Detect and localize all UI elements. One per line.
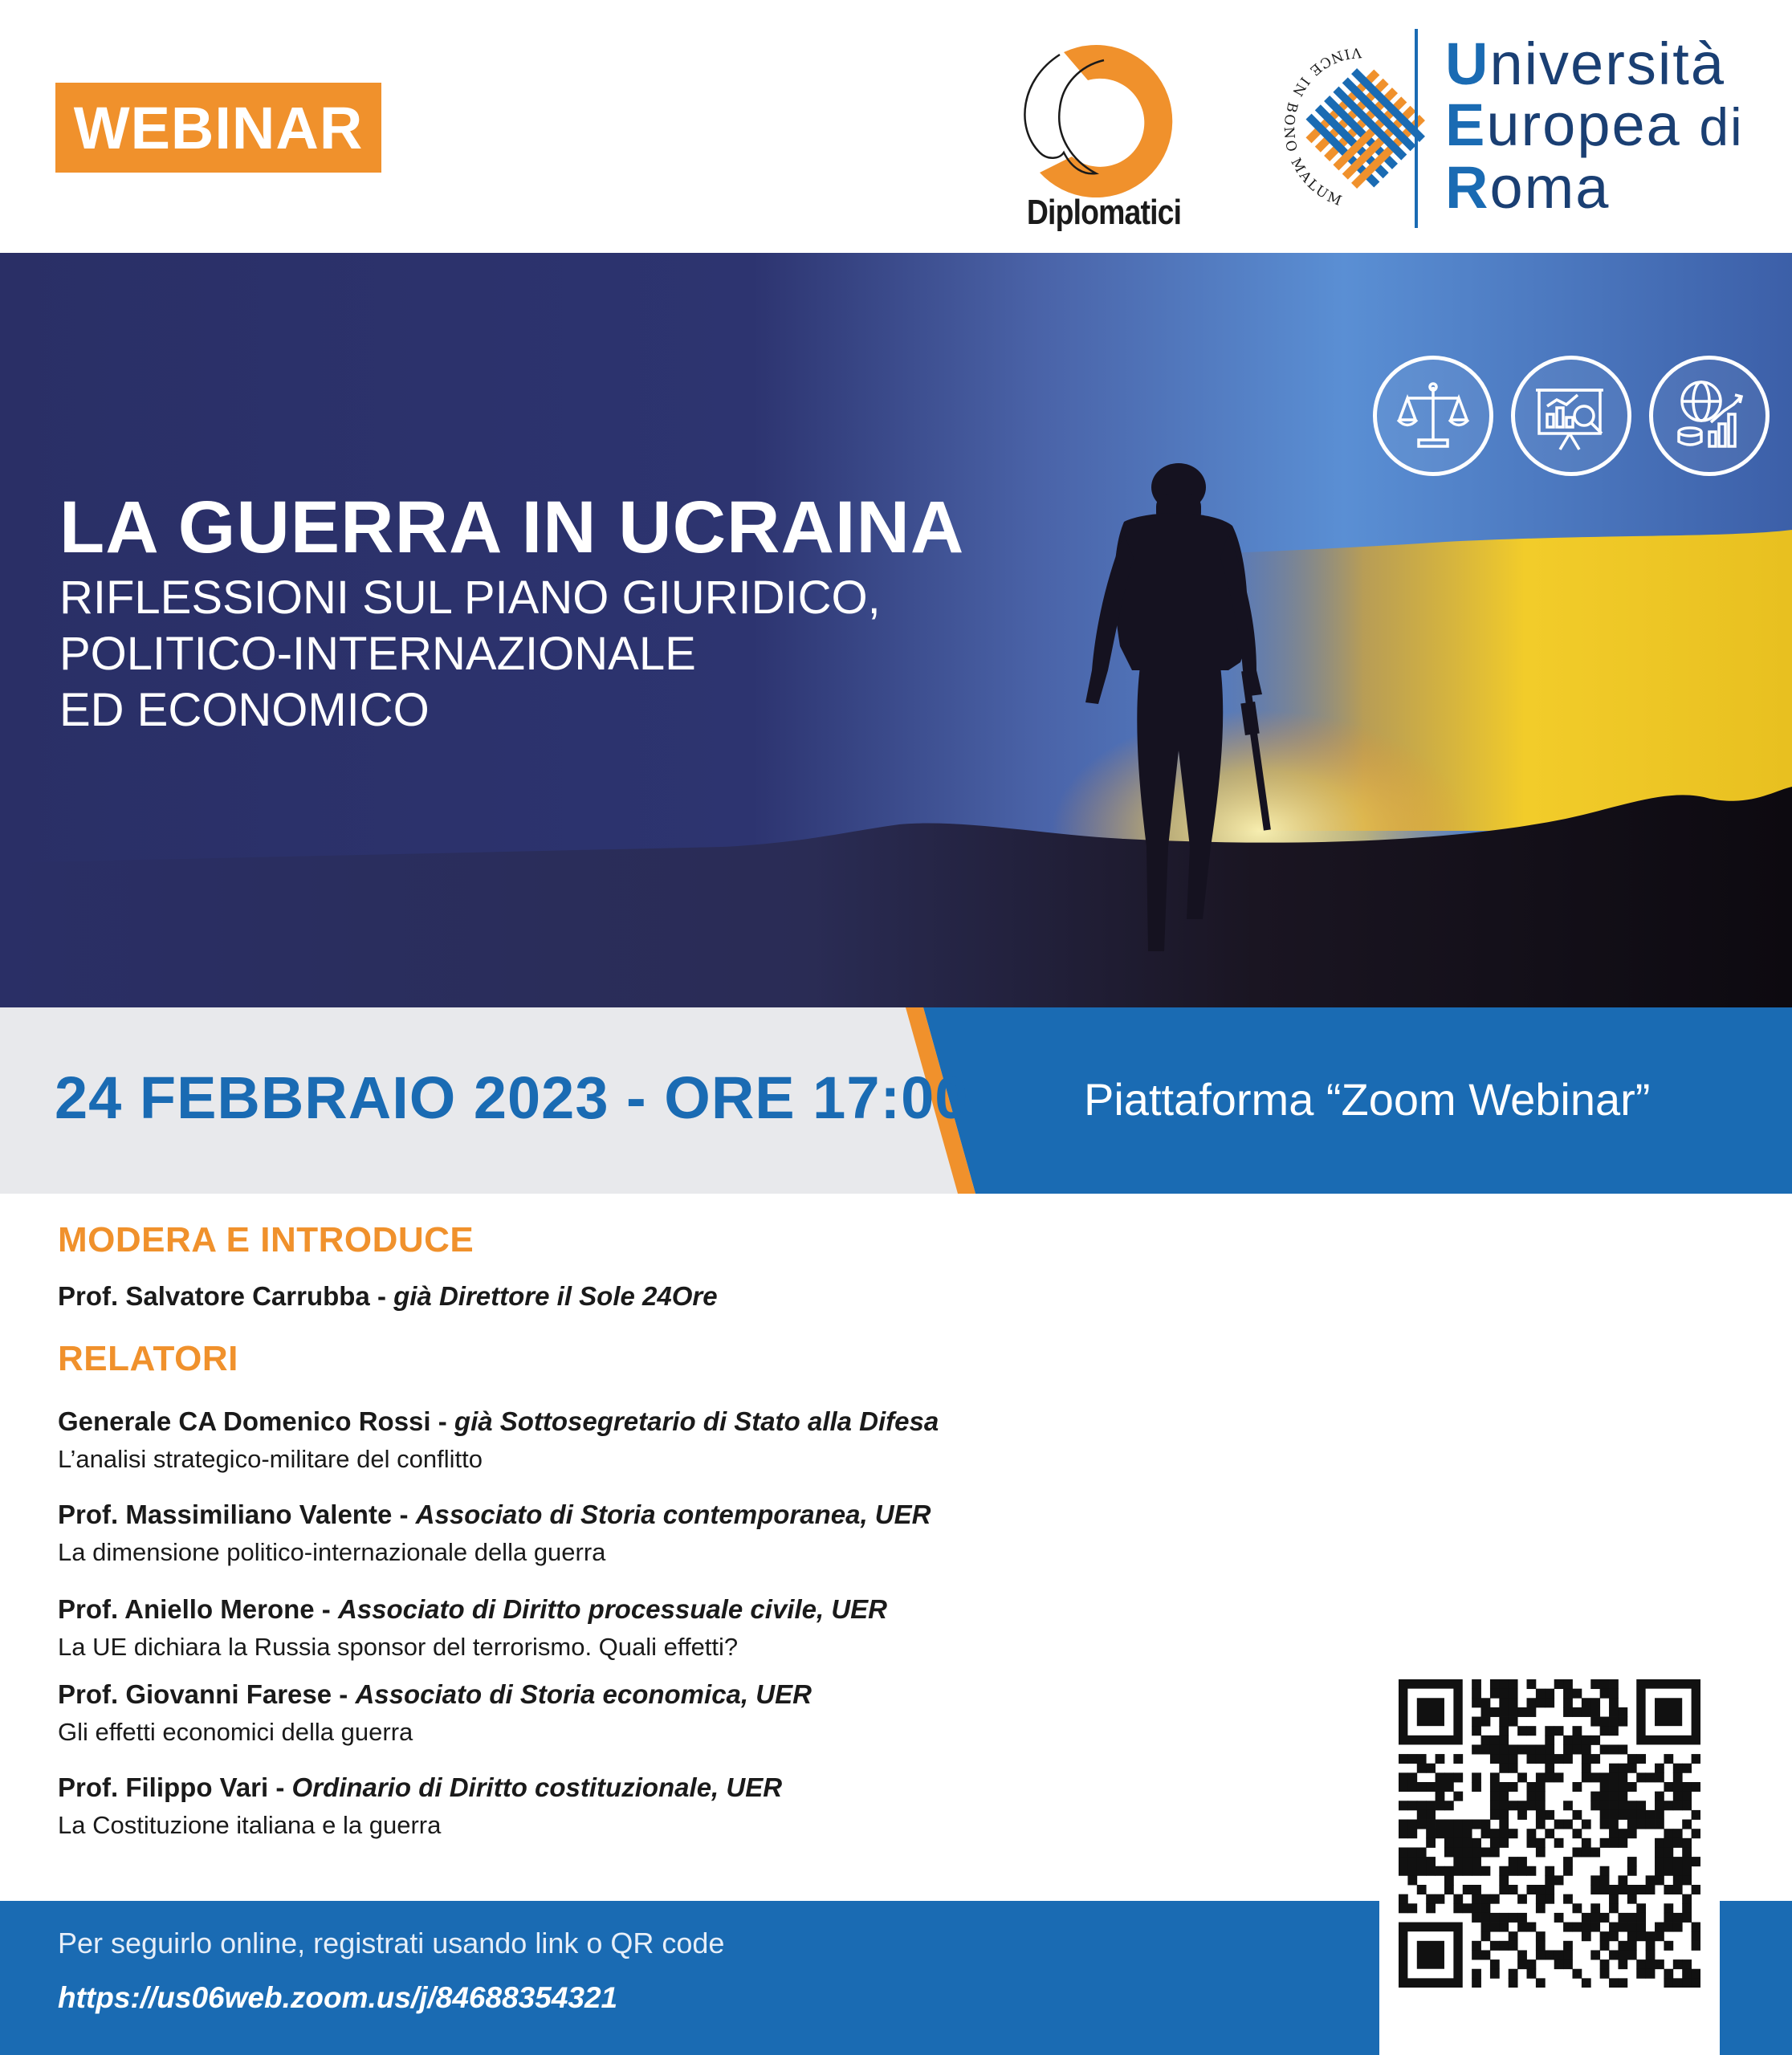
event-subtitle: RIFLESSIONI SUL PIANO GIURIDICO, POLITICO-INTERNAZIONALE ED ECONOMICO xyxy=(59,572,881,736)
speaker-entry: Prof. Giovanni Farese - Associato di Storia economica, UER Gli effetti economici della guerra xyxy=(58,1679,1262,1747)
moderator-entry: Prof. Salvatore Carrubba - già Direttore il Sole 24Ore xyxy=(58,1281,718,1311)
speaker-role: Associato di Storia economica, UER xyxy=(355,1679,812,1709)
speaker-topic: La Costituzione italiana e la guerra xyxy=(58,1811,442,1839)
speaker-entry: Prof. Aniello Merone - Associato di Diritto processuale civile, UER La UE dichiara la Russia sponsor del terrorismo. Quali effetti? xyxy=(58,1594,1262,1662)
footer-instructions: Per seguirlo online, registrati usando link o QR code xyxy=(58,1927,725,1959)
event-title: LA GUERRA IN UCRAINA xyxy=(59,486,965,568)
qr-code-pattern xyxy=(1399,1679,1700,1988)
speaker-entry: Generale CA Domenico Rossi - già Sottosegretario di Stato alla Difesa L’analisi strategico-militare del conflitto xyxy=(58,1406,1262,1474)
moderator-role: già Direttore il Sole 24Ore xyxy=(393,1281,718,1311)
speaker-name: Generale CA Domenico Rossi xyxy=(58,1406,431,1436)
uer-divider xyxy=(1415,29,1418,228)
moderator-heading: MODERA E INTRODUCE xyxy=(58,1220,474,1259)
speaker-topic: Gli effetti economici della guerra xyxy=(58,1718,413,1746)
speaker-name: Prof. Giovanni Farese xyxy=(58,1679,332,1709)
moderator-name: Prof. Salvatore Carrubba xyxy=(58,1281,370,1311)
speaker-role: Associato di Diritto processuale civile, UER xyxy=(337,1594,888,1624)
speaker-name: Prof. Massimiliano Valente xyxy=(58,1500,393,1529)
diplomatici-name: Diplomatici xyxy=(1026,193,1182,232)
qr-code[interactable] xyxy=(1379,1660,1720,2007)
balance-scale-icon xyxy=(1373,356,1493,476)
globe-growth-icon xyxy=(1649,356,1770,476)
event-date: 24 FEBBRAIO 2023 - ORE 17:00 xyxy=(55,1064,969,1131)
event-platform: Piattaforma “Zoom Webinar” xyxy=(1084,1074,1651,1125)
speaker-role: Ordinario di Diritto costituzionale, UER xyxy=(291,1772,783,1802)
speaker-topic: L’analisi strategico-militare del conflitto xyxy=(58,1445,483,1473)
speaker-name: Prof. Filippo Vari xyxy=(58,1772,269,1802)
speaker-topic: La UE dichiara la Russia sponsor del terrorismo. Quali effetti? xyxy=(58,1633,739,1661)
uer-seal-logo xyxy=(1273,24,1433,233)
speakers-heading: RELATORI xyxy=(58,1339,238,1378)
speaker-role: Associato di Storia contemporanea, UER xyxy=(415,1500,931,1529)
header xyxy=(0,0,1792,253)
uer-wordmark: Università Europea di Roma xyxy=(1445,31,1744,221)
hero-banner xyxy=(0,253,1792,1007)
svg-text:VINCE IN BONO MALUM: VINCE IN BONO MALUM xyxy=(1280,43,1362,210)
date-bar xyxy=(0,1007,1792,1194)
speaker-entry: Prof. Filippo Vari - Ordinario di Diritto costituzionale, UER La Costituzione italiana e la guerra xyxy=(58,1772,1262,1840)
webinar-badge: WEBINAR xyxy=(55,83,381,173)
speaker-topic: La dimensione politico-internazionale della guerra xyxy=(58,1538,606,1566)
registration-link[interactable]: https://us06web.zoom.us/j/84688354321 xyxy=(58,1981,618,2014)
speaker-entry: Prof. Massimiliano Valente - Associato di Storia contemporanea, UER La dimensione politico-internazionale della guerra xyxy=(58,1500,1262,1567)
footer-band-right xyxy=(1720,1901,1792,2055)
presentation-chart-icon xyxy=(1511,356,1631,476)
topic-icons xyxy=(1373,356,1774,476)
footer xyxy=(0,1901,1379,2055)
speaker-name: Prof. Aniello Merone xyxy=(58,1594,315,1624)
speaker-role: già Sottosegretario di Stato alla Difesa xyxy=(454,1406,939,1436)
